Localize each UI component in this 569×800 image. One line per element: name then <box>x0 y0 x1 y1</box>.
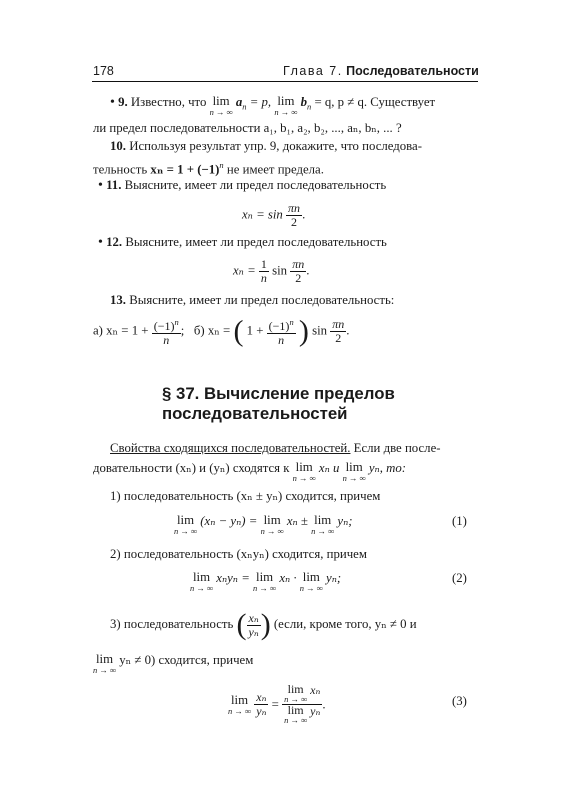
header-rule <box>92 81 478 82</box>
bullet-icon: • <box>98 178 103 193</box>
part-a-label: а) xₙ = 1 + <box>93 323 149 338</box>
exercise-number: 10. <box>110 139 126 153</box>
limit: lim n → ∞ <box>299 570 323 593</box>
fraction: $\frac{\pi n}{2}$ <box>332 317 345 345</box>
limit: lim n → ∞ <box>93 652 117 675</box>
bullet-icon: • <box>110 95 115 110</box>
fraction: $\frac{\text{xₙ}}{\text{yₙ}}$ <box>248 610 259 639</box>
exercise-number: 11. <box>106 178 122 192</box>
definition-heading: Свойства сходящихся последовательностей. <box>110 441 351 455</box>
fraction: lim n → ∞ xₙ lim n → ∞ yₙ <box>284 682 321 725</box>
part-b-label: б) xₙ = <box>193 323 231 338</box>
exercise-text: не имеет предела. <box>226 162 324 177</box>
exercise-number: 13. <box>110 293 126 307</box>
limit: lim n → ∞ <box>260 513 284 536</box>
exercise-10-line2: тельность $x_n = 1 + (-1)^n$ не имеет предела. <box>93 160 324 177</box>
property-3-line2: lim n → ∞ yₙ ≠ 0) сходится, причем <box>93 652 254 675</box>
exercise-12-formula: xₙ = $\frac{1}{n}$ sin $\frac{\pi n}{2}$ . <box>233 257 310 285</box>
equation-number-2: (2) <box>452 571 467 585</box>
exercise-13-line1 <box>110 292 394 308</box>
fraction: $\frac{\pi n}{2}$ <box>288 201 301 229</box>
fraction: $\frac{\text{xₙ}}{\text{yₙ}}$ <box>256 690 267 718</box>
property-3-formula: lim n → ∞ $\frac{\text{xₙ}}{\text{yₙ}}$ = lim n → ∞ xₙ lim n → ∞ yₙ . <box>228 682 326 725</box>
fraction: $\frac{\pi n}{2}$ <box>292 257 305 285</box>
exercise-9-line2: ли предел последовательности a₁, b₁, a₂, b₂, ..., aₙ, bₙ, ... ? <box>93 121 402 135</box>
chapter-label: Глава 7. <box>283 64 343 78</box>
exercise-number: 12. <box>106 235 123 249</box>
limit: lim n → ∞ <box>228 693 252 716</box>
exercise-text: тельность <box>93 162 148 177</box>
equation-number-1: (1) <box>452 514 467 528</box>
exercise-text: Выясните, имеет ли предел последовательность <box>124 178 387 192</box>
exercise-11-line1 <box>98 177 386 194</box>
limit: lim n → ∞ <box>311 513 335 536</box>
limit: lim n → ∞ <box>342 460 366 483</box>
fraction: $\frac{(-1)^n}{n}$ <box>268 317 294 347</box>
math-term: = p, <box>246 95 272 109</box>
property-2-text: 2) последовательность (xₙyₙ) сходится, причем <box>110 547 367 561</box>
limit: lim n → ∞ <box>292 460 316 483</box>
limit: lim n → ∞ <box>209 94 233 117</box>
property-3-line1: 3) последовательность ( $\frac{\text{xₙ}}{\text{yₙ}}$ ) (если, кроме того, yₙ ≠ 0 и <box>110 608 417 641</box>
chapter-title: Последовательности <box>346 64 479 78</box>
math-term: b <box>300 95 308 109</box>
running-head <box>283 64 479 78</box>
page-number: 178 <box>93 64 114 78</box>
property-2-formula: lim n → ∞ xₙyₙ = lim n → ∞ xₙ · lim n → ∞ yₙ; <box>190 570 342 593</box>
fraction: $\frac{(-1)^n}{n}$ <box>153 317 179 347</box>
exercise-number: 9. <box>118 95 128 109</box>
fraction: $\frac{1}{n}$ <box>260 257 267 285</box>
exercise-9-line1: • 9. Известно, что lim n → ∞ $a_n = p$, lim n → ∞ $b_n = q$, p ≠ q. Существует <box>110 94 436 117</box>
math-formula: xₙ = 1 + (−1) <box>150 162 220 177</box>
exercise-text: Выясните, имеет ли предел последовательность <box>125 235 387 249</box>
exercise-11-formula: xₙ = sin $\frac{\pi n}{2}$ . <box>242 201 306 229</box>
exercise-text: Известно, что <box>130 95 207 109</box>
limit: lim n → ∞ <box>253 570 277 593</box>
equation-number-3: (3) <box>452 694 467 708</box>
intro-line2: довательности (xₙ) и (yₙ) сходятся к lim n → ∞ xₙ и lim n → ∞ yₙ, то: <box>93 460 407 483</box>
exercise-10-line1 <box>110 138 422 154</box>
exercise-text: Выясните, имеет ли предел последовательность: <box>129 293 395 307</box>
exercise-text: = q, p ≠ q. Существует <box>311 95 436 109</box>
property-1-formula: lim n → ∞ (xₙ − yₙ) = lim n → ∞ xₙ ± lim n → ∞ yₙ; <box>174 513 353 536</box>
exercise-13-formulas: а) xₙ = 1 + $\frac{(-1)^n}{n}$ ; б) xₙ = ( 1 + $\frac{(-1)^n}{n}$ ) sin $\frac{\pi n}{2}$ . <box>93 314 350 348</box>
limit: lim n → ∞ <box>274 94 298 117</box>
section-title: § 37. Вычисление пределов последовательностей <box>162 384 395 423</box>
exercise-text: Используя результат упр. 9, докажите, что последова- <box>129 139 422 153</box>
math-term: a <box>235 95 243 109</box>
bullet-icon: • <box>98 235 103 250</box>
exercise-12-line1 <box>98 234 387 251</box>
property-1-text: 1) последовательность (xₙ ± yₙ) сходится, причем <box>110 489 381 503</box>
limit: lim n → ∞ <box>174 513 198 536</box>
limit: lim n → ∞ <box>190 570 214 593</box>
intro-line1: Свойства сходящихся последовательностей. Если две после- <box>110 441 441 455</box>
